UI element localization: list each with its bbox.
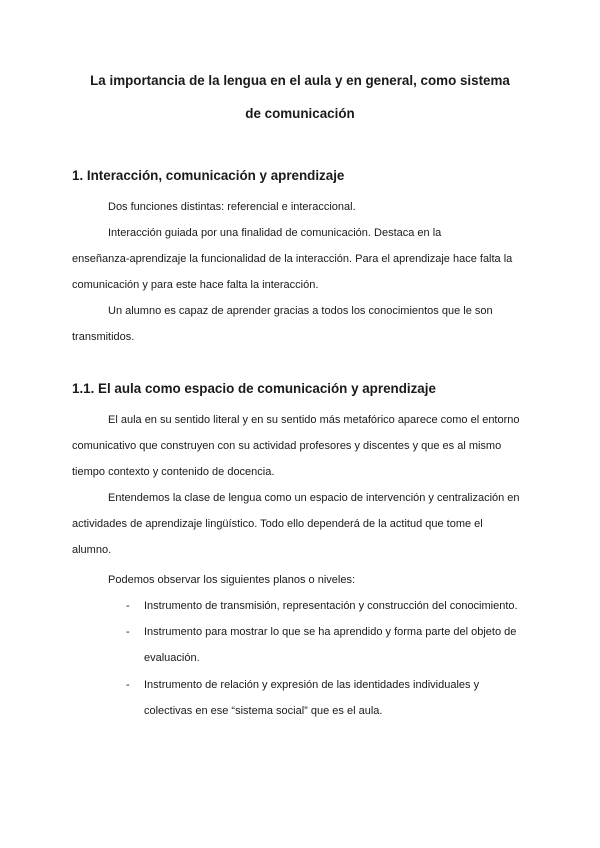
section-1-1-paragraph-3: Podemos observar los siguientes planos o niveles: (108, 574, 356, 586)
section-1-1-paragraph-1-line-1: El aula en su sentido literal y en su sentido más metafórico aparece como el entorno (108, 414, 520, 426)
section-1-paragraph-2-line-1: Interacción guiada por una finalidad de comunicación. Destaca en la (108, 227, 442, 239)
section-1-1-paragraph-2-line-2: actividades de aprendizaje lingüístico. Todo ello dependerá de la actitud que tome el (72, 518, 483, 530)
section-1-1-paragraph-2-line-1: Entendemos la clase de lengua como un espacio de intervención y centralización en (108, 492, 520, 504)
section-1-heading: 1. Interacción, comunicación y aprendizaje (72, 168, 345, 183)
section-1-1-paragraph-1-line-2: comunicativo que construyen con su actividad profesores y discentes y que es al mismo (72, 440, 502, 452)
section-1-paragraph-2-line-2: enseñanza-aprendizaje la funcionalidad de la interacción. Para el aprendizaje hace falta la (72, 253, 513, 265)
bullet-marker: - (126, 626, 130, 638)
section-1-1-heading: 1.1. El aula como espacio de comunicación y aprendizaje (72, 381, 436, 396)
section-1-1-paragraph-2-line-3: alumno. (72, 544, 112, 556)
bullet-2-line-1: Instrumento para mostrar lo que se ha aprendido y forma parte del objeto de (144, 626, 517, 638)
document-title-line-2: de comunicación (245, 106, 355, 121)
section-1-1-paragraph-1-line-3: tiempo contexto y contenido de docencia. (72, 466, 275, 478)
bullet-2-line-2: evaluación. (144, 652, 200, 664)
section-1-paragraph-1: Dos funciones distintas: referencial e interaccional. (108, 201, 356, 213)
bullet-3-line-1: Instrumento de relación y expresión de las identidades individuales y (144, 679, 480, 691)
section-1-paragraph-3-line-2: transmitidos. (72, 331, 135, 343)
bullet-3-line-2: colectivas en ese “sistema social” que es el aula. (144, 705, 383, 717)
bullet-1-line-1: Instrumento de transmisión, representación y construcción del conocimiento. (144, 600, 518, 612)
bullet-marker: - (126, 600, 130, 612)
document-title-line-1: La importancia de la lengua en el aula y en general, como sistema (90, 73, 510, 88)
bullet-marker: - (126, 679, 130, 691)
section-1-paragraph-2-line-3: comunicación y para este hace falta la interacción. (72, 279, 319, 291)
section-1-paragraph-3-line-1: Un alumno es capaz de aprender gracias a todos los conocimientos que le son (108, 305, 493, 317)
